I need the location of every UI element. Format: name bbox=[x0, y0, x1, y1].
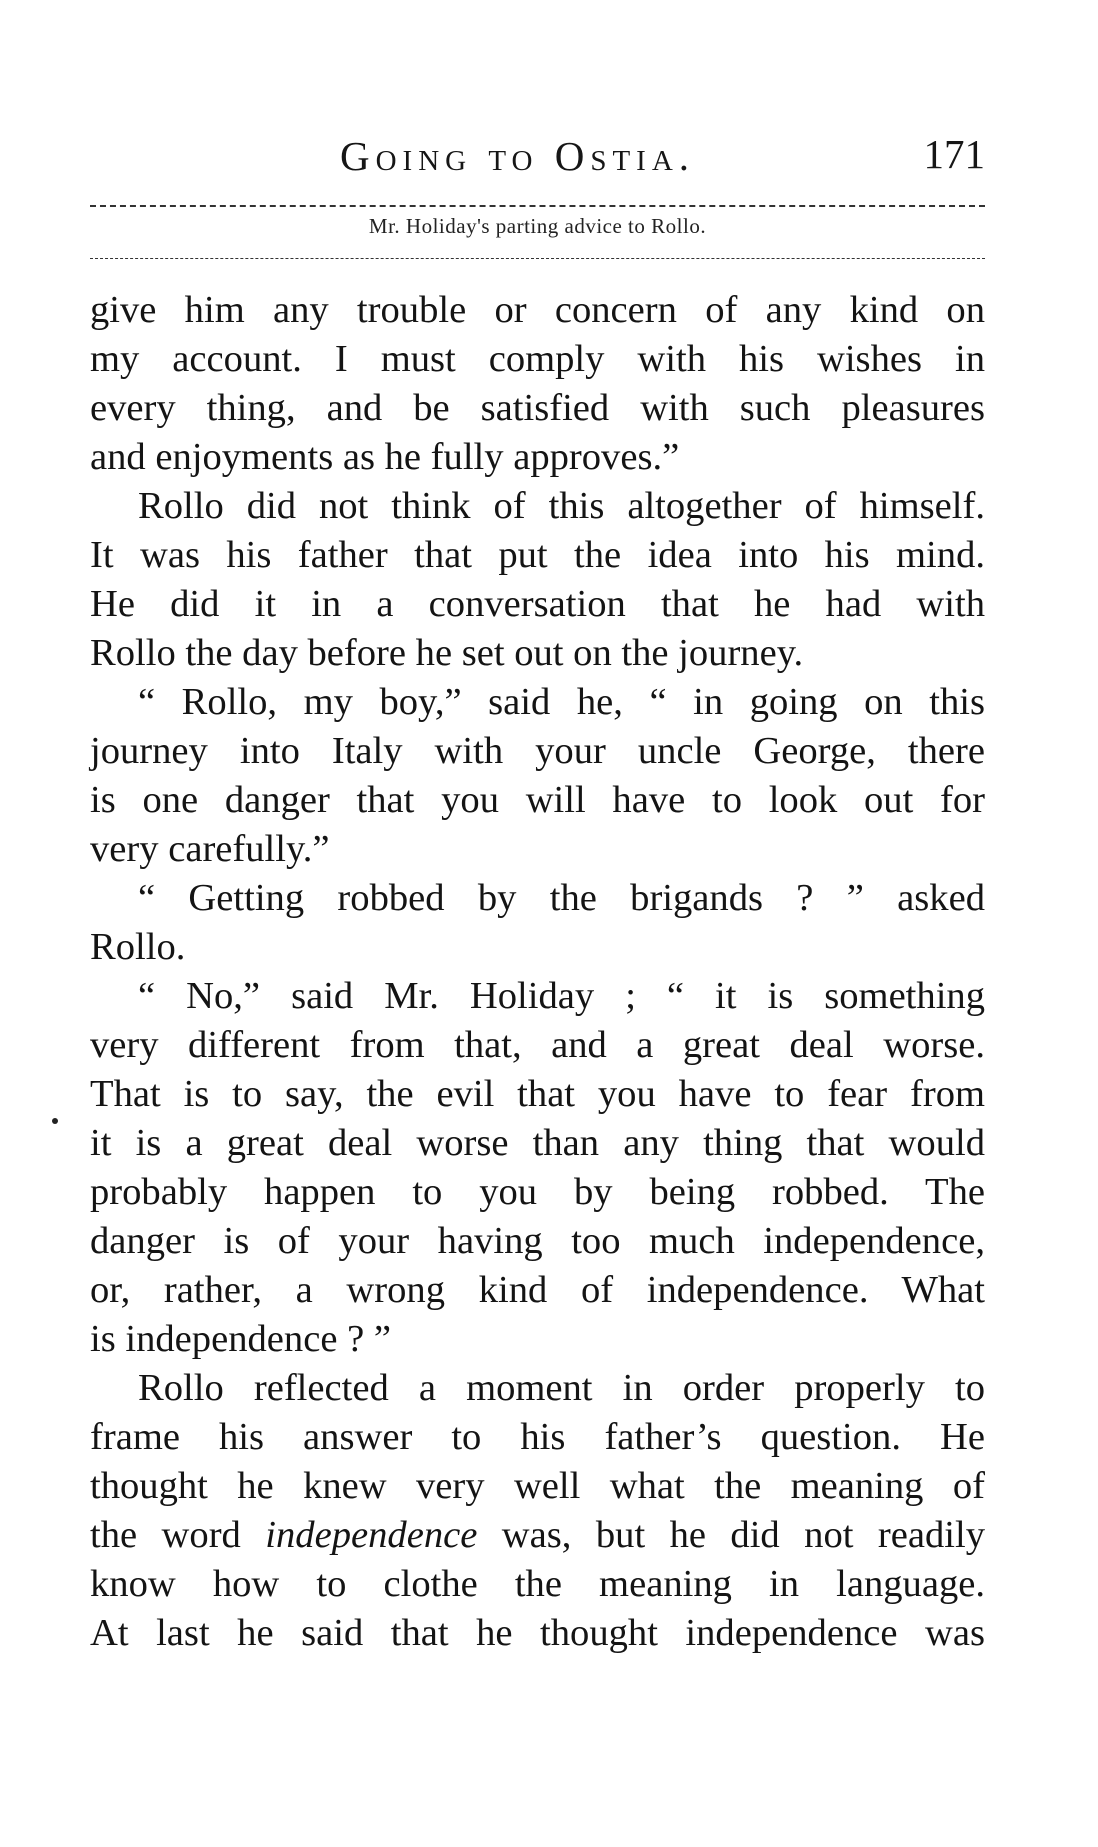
text-segment: the word bbox=[90, 1514, 241, 1556]
text-segment: was, but he did not readily bbox=[501, 1514, 985, 1556]
text-line: is independence ? ” bbox=[90, 1318, 391, 1360]
text-line: danger is of your having too much independence, bbox=[90, 1220, 985, 1262]
text-line: It was his father that put the idea into his mind. bbox=[90, 534, 985, 576]
text-line: my account. I must comply with his wishes in bbox=[90, 338, 985, 380]
header-rule-top bbox=[90, 205, 985, 207]
text-line: He did it in a conversation that he had with bbox=[90, 583, 985, 625]
text-line: every thing, and be satisfied with such pleasures bbox=[90, 387, 985, 429]
text-line: frame his answer to his father’s question. He bbox=[90, 1416, 985, 1458]
page-number: 171 bbox=[923, 131, 985, 177]
text-line: “ Getting robbed by the brigands ? ” asked bbox=[138, 877, 985, 919]
header-rule-bottom bbox=[90, 258, 985, 259]
text-line: That is to say, the evil that you have to fear from bbox=[90, 1073, 985, 1115]
text-line: very different from that, and a great deal worse. bbox=[90, 1024, 985, 1066]
chapter-subheading: Mr. Holiday's parting advice to Rollo. bbox=[368, 214, 707, 238]
body-text bbox=[90, 286, 985, 1658]
text-line: At last he said that he thought independence was bbox=[90, 1612, 985, 1654]
text-line: know how to clothe the meaning in language. bbox=[90, 1563, 985, 1605]
ink-speck bbox=[52, 1118, 58, 1124]
text-line: it is a great deal worse than any thing that would bbox=[90, 1122, 985, 1164]
text-line: or, rather, a wrong kind of independence. What bbox=[90, 1269, 985, 1311]
text-line: thought he knew very well what the meaning of bbox=[90, 1465, 985, 1507]
text-line: journey into Italy with your uncle George, there bbox=[90, 730, 985, 772]
running-title: Going to Ostia. bbox=[340, 133, 696, 179]
text-line: is one danger that you will have to look out for bbox=[90, 779, 985, 821]
text-line: probably happen to you by being robbed. The bbox=[90, 1171, 985, 1213]
text-line-with-emphasis bbox=[90, 1511, 985, 1560]
text-line: give him any trouble or concern of any kind on bbox=[90, 289, 985, 331]
text-line: “ No,” said Mr. Holiday ; “ it is something bbox=[138, 975, 985, 1017]
text-line: Rollo. bbox=[90, 926, 186, 968]
text-line: Rollo the day before he set out on the journey. bbox=[90, 632, 804, 674]
emphasized-word: independence bbox=[265, 1514, 478, 1556]
text-line: Rollo did not think of this altogether of himself. bbox=[138, 485, 985, 527]
text-line: and enjoyments as he fully approves.” bbox=[90, 436, 680, 478]
text-line: very carefully.” bbox=[90, 828, 330, 870]
text-line: “ Rollo, my boy,” said he, “ in going on this bbox=[138, 681, 985, 723]
running-head bbox=[90, 132, 985, 180]
text-line: Rollo reflected a moment in order properly to bbox=[138, 1367, 985, 1409]
